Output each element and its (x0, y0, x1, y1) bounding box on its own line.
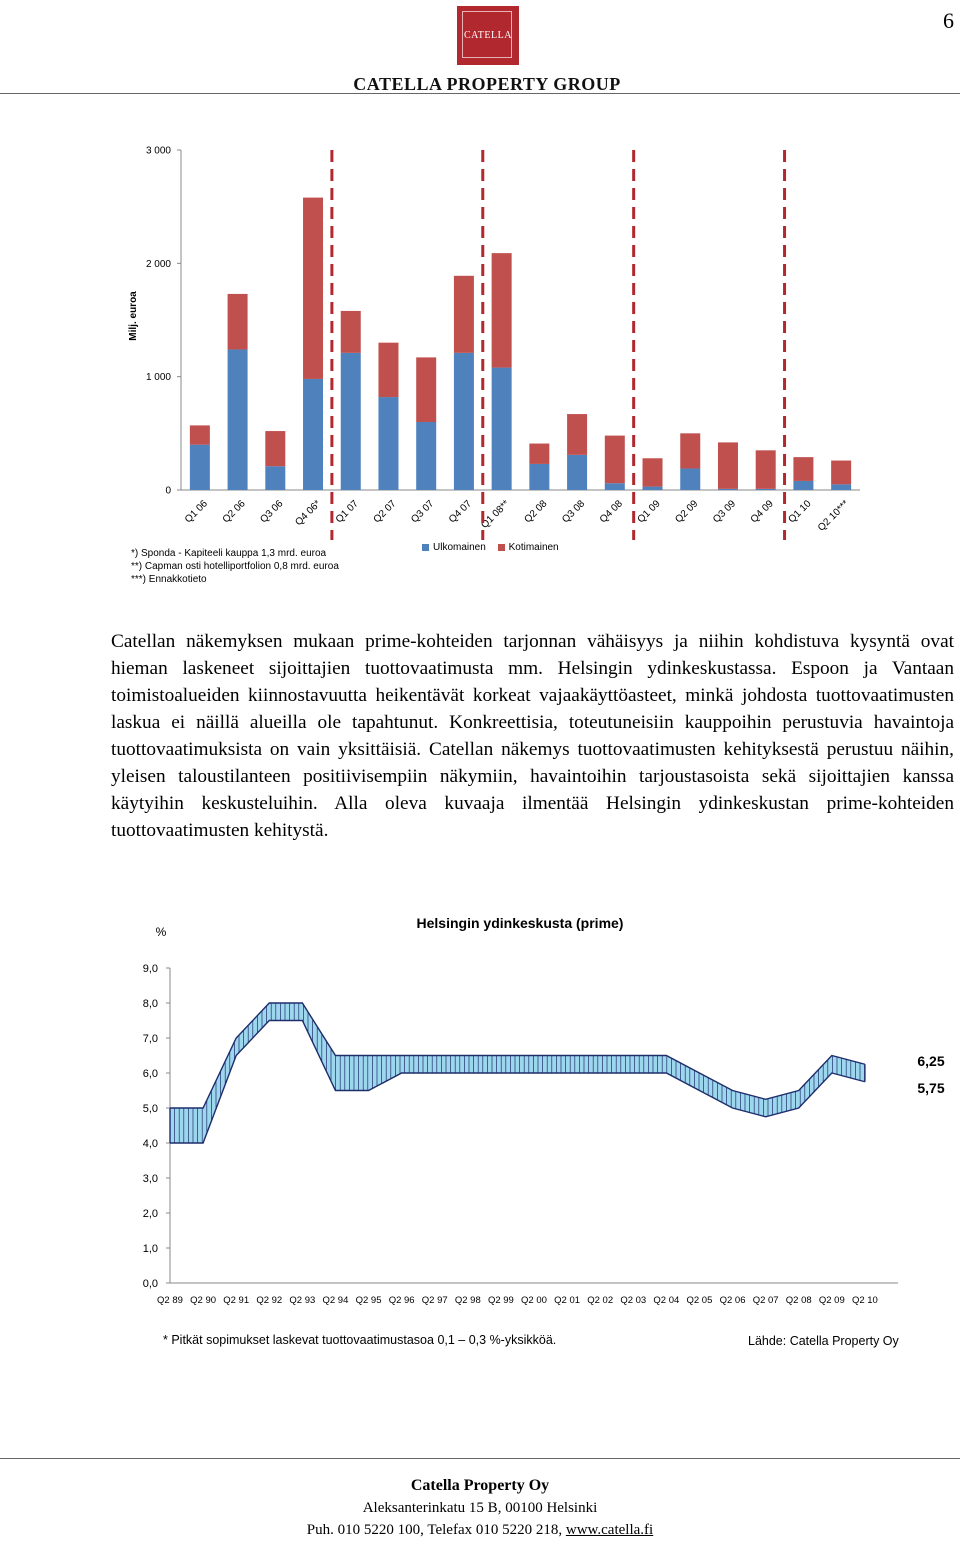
x-tick-label: Q2 01 (554, 1295, 581, 1306)
x-tick-label: Q2 93 (289, 1295, 316, 1306)
y-tick-label: 9,0 (142, 963, 158, 975)
bar-kotimainen (529, 444, 549, 464)
legend-swatch-kotimainen (498, 544, 505, 551)
bar-ulkomainen (492, 368, 512, 490)
x-tick-label: Q2 97 (421, 1295, 448, 1306)
bar-kotimainen (793, 457, 813, 481)
bar-ulkomainen (228, 349, 248, 490)
x-tick-label: Q2 07 (371, 498, 399, 526)
note-ennakko: ***) Ennakkotieto (131, 574, 207, 585)
bar-ulkomainen (190, 445, 210, 490)
legend-item-ulkomainen (422, 542, 486, 553)
note-sponda: *) Sponda - Kapiteeli kauppa 1,3 mrd. euroa (131, 548, 327, 559)
x-tick-label: Q4 09 (748, 498, 776, 526)
y-tick-label: 2,0 (142, 1208, 158, 1220)
catella-logo (457, 6, 519, 65)
bar-ulkomainen (605, 483, 625, 490)
x-tick-label: Q1 09 (635, 498, 663, 526)
bar-kotimainen (303, 198, 323, 379)
footer-company: Catella Property Oy (410, 1477, 550, 1494)
x-tick-label: Q1 06 (182, 498, 210, 526)
footer-website-link[interactable]: www.catella.fi (565, 1522, 654, 1538)
x-tick-label: Q2 10*** (815, 498, 852, 534)
x-tick-label: Q4 08 (597, 498, 625, 526)
x-tick-label: Q2 89 (157, 1295, 183, 1306)
x-tick-label: Q2 91 (223, 1295, 250, 1306)
x-tick-label: Q2 07 (752, 1295, 779, 1306)
x-tick-label: Q2 94 (322, 1295, 349, 1306)
legend-item-kotimainen (498, 542, 559, 553)
y-tick-label: 0,0 (142, 1278, 158, 1290)
end-label-lower: 5,75 (917, 1080, 945, 1096)
legend-label-kotimainen: Kotimainen (508, 542, 559, 553)
group-name: CATELLA PROPERTY GROUP (353, 74, 621, 94)
bar-ulkomainen (454, 353, 474, 490)
bar-ulkomainen (341, 353, 361, 490)
bar-ulkomainen (756, 489, 776, 490)
x-tick-label: Q2 09 (818, 1295, 845, 1306)
x-tick-label: Q3 09 (711, 498, 739, 526)
bar-ulkomainen (793, 481, 813, 490)
source-note: Lähde: Catella Property Oy (748, 1334, 899, 1348)
x-tick-label: Q2 06 (220, 498, 248, 526)
x-tick-label: Q2 90 (190, 1295, 217, 1306)
x-tick-label: Q1 10 (786, 498, 814, 526)
footer-contact (0, 1519, 960, 1541)
x-tick-label: Q1 08** (479, 498, 512, 531)
x-tick-label: Q2 99 (487, 1295, 514, 1306)
x-tick-label: Q3 07 (409, 498, 437, 526)
bar-kotimainen (416, 357, 436, 422)
transaction-volume-chart (0, 130, 960, 540)
bar-kotimainen (831, 461, 851, 485)
logo-text: CATELLA (464, 30, 512, 41)
bar-ulkomainen (567, 455, 587, 490)
x-tick-label: Q2 08 (522, 498, 550, 526)
x-tick-label: Q2 02 (587, 1295, 614, 1306)
bar-ulkomainen (718, 489, 738, 490)
y-tick-label: 7,0 (142, 1033, 158, 1045)
x-tick-label: Q2 95 (355, 1295, 382, 1306)
x-tick-label: Q3 06 (258, 498, 286, 526)
y-tick-label: 1 000 (145, 372, 171, 384)
y-tick-label: 6,0 (142, 1068, 158, 1080)
y-axis-label: Milj. euroa (128, 291, 139, 341)
x-tick-label: Q2 98 (454, 1295, 481, 1306)
x-tick-label: Q4 07 (446, 498, 475, 526)
chart-legend (422, 542, 568, 554)
x-tick-label: Q2 09 (673, 498, 701, 526)
bar-kotimainen (756, 450, 776, 489)
y-tick-label: 3,0 (142, 1173, 158, 1185)
bar-kotimainen (454, 276, 474, 353)
x-tick-label: Q2 08 (785, 1295, 812, 1306)
y-tick-label: 8,0 (142, 998, 158, 1010)
x-tick-label: Q2 92 (256, 1295, 283, 1306)
chart-title: Helsingin ydinkeskusta (prime) (416, 915, 624, 931)
bar-ulkomainen (831, 484, 851, 490)
y-tick-label: 5,0 (142, 1103, 158, 1115)
bar-ulkomainen (643, 487, 663, 490)
x-tick-label: Q2 03 (620, 1295, 647, 1306)
x-tick-label: Q2 96 (388, 1295, 415, 1306)
chart-notes (131, 547, 339, 586)
bar-kotimainen (378, 343, 398, 397)
bar-ulkomainen (529, 464, 549, 490)
bar-kotimainen (228, 294, 248, 350)
bar-ulkomainen (378, 397, 398, 490)
bar-kotimainen (605, 436, 625, 484)
prime-yield-chart (0, 905, 960, 1315)
body-paragraph: Catellan näkemyksen mukaan prime-kohteiden tarjonnan vähäisyys ja niihin kohdistuva kysyntä ovat hieman laskeneet sijoittajien tuottovaatimusta mm. Helsingin ydinkeskustassa. Espoon ja Vantaan toimistoalueiden kiinnostavuutta heikentävät korkeat vajaakäyttöasteet, minkä johdosta tuottovaatimusten laskua ei näillä alueilla ole tapahtunut. Konkreettisia, toteutuneisiin kauppoihin perustuvia havaintoja tuottovaatimuksista on vain yksittäisiä. Catellan näkemys tuottovaatimusten kehityksestä perustuu näihin, yleisen taloustilanteen positiivisempiin näkymiin, havaintoihin tarjoustasoista sekä sijoittajien kanssa käytyihin keskusteluihin. Alla oleva kuvaaja ilmentää Helsingin ydinkeskustan prime-kohteiden tuottovaatimusten kehitystä. (111, 631, 954, 841)
x-tick-label: Q2 05 (686, 1295, 713, 1306)
y-tick-label: 1,0 (142, 1243, 158, 1255)
bar-ulkomainen (303, 379, 323, 490)
bar-kotimainen (492, 253, 512, 367)
bar-ulkomainen (416, 422, 436, 490)
bar-kotimainen (265, 431, 285, 466)
bar-kotimainen (190, 425, 210, 444)
y-tick-label: 4,0 (142, 1138, 158, 1150)
bar-kotimainen (341, 311, 361, 353)
lower-yield-line (170, 1021, 865, 1144)
bar-kotimainen (680, 433, 700, 468)
bar-kotimainen (567, 414, 587, 455)
footer-address: Aleksanterinkatu 15 B, 00100 Helsinki (362, 1500, 598, 1516)
bar-ulkomainen (680, 468, 700, 490)
footer-phone: Puh. 010 5220 100, Telefax 010 5220 218, (306, 1522, 563, 1538)
x-tick-label: Q2 00 (521, 1295, 547, 1306)
x-tick-label: Q2 04 (653, 1295, 680, 1306)
y-tick-label: 3 000 (145, 145, 171, 157)
x-tick-label: Q3 08 (560, 498, 588, 526)
page-number: 6 (943, 8, 954, 33)
legend-swatch-ulkomainen (422, 544, 429, 551)
legend-label-ulkomainen: Ulkomainen (433, 542, 486, 553)
footer-divider (0, 1458, 960, 1459)
header-divider (0, 93, 960, 94)
note-capman: **) Capman osti hotelliportfolion 0,8 mrd. euroa (131, 561, 339, 572)
y-tick-label: 0 (165, 485, 171, 497)
x-tick-label: Q2 06 (719, 1295, 746, 1306)
bar-ulkomainen (265, 466, 285, 490)
x-tick-label: Q2 10 (851, 1295, 878, 1306)
bar-kotimainen (643, 458, 663, 486)
y-tick-label: 2 000 (145, 258, 171, 270)
bar-kotimainen (718, 442, 738, 488)
y-axis-unit: % (155, 925, 167, 939)
x-tick-label: Q4 06* (293, 498, 324, 529)
end-label-upper: 6,25 (917, 1053, 945, 1069)
x-tick-label: Q1 07 (333, 498, 361, 526)
yield-note: * Pitkät sopimukset laskevat tuottovaatimustasoa 0,1 – 0,3 %-yksikköä. (163, 1333, 557, 1347)
footer (0, 1475, 960, 1541)
